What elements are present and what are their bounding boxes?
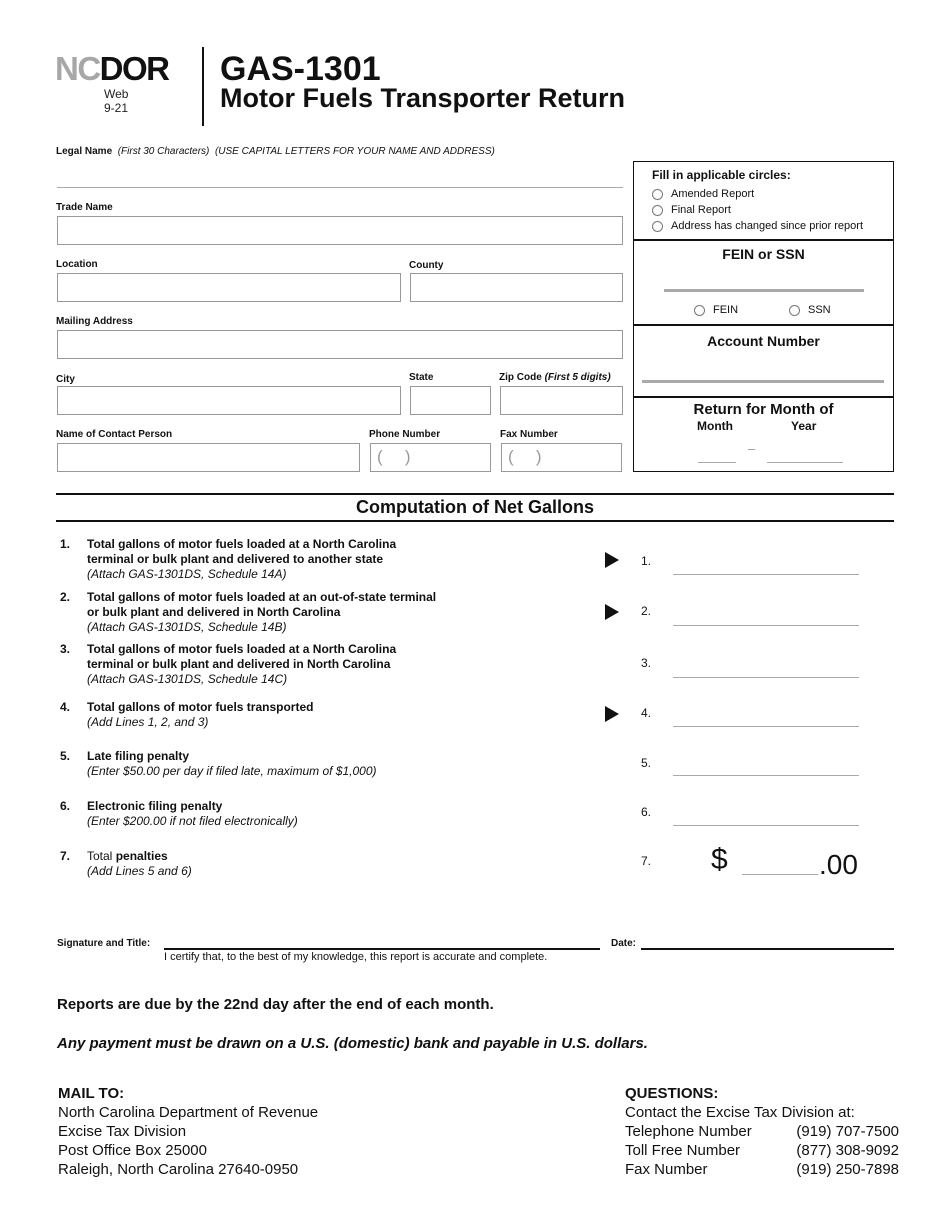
- phone-label: Phone Number: [369, 429, 441, 440]
- line-3-description: Total gallons of motor fuels loaded at a North Carolina terminal or bulk plant and delivered in North Carolina (Attach GAS-1301DS, Schedule 14C): [87, 642, 397, 686]
- mail-to-heading: MAIL TO:: [58, 1085, 125, 1102]
- legal-name-input[interactable]: [57, 182, 623, 188]
- payment-note: Any payment must be drawn on a U.S. (domestic) bank and payable in U.S. dollars.: [57, 1035, 648, 1052]
- month-label: Month: [697, 419, 733, 433]
- line-4-description: Total gallons of motor fuels transported (Add Lines 1, 2, and 3): [87, 700, 314, 729]
- date-input[interactable]: [641, 948, 894, 950]
- line-7-number: 7.: [60, 849, 71, 863]
- trade-name-input[interactable]: [57, 216, 623, 245]
- line-2-amount-input[interactable]: [673, 620, 859, 626]
- questions-block: QUESTIONS: Contact the Excise Tax Division at: Telephone Number (919) 707-7500 Toll Free Number (877) 308-9092 Fax Number (919) 250-7898: [625, 1085, 899, 1178]
- line-6-amount-input[interactable]: [673, 820, 859, 826]
- line-3-ref: 3.: [641, 656, 652, 670]
- line-4-amount-input[interactable]: [673, 721, 859, 727]
- mail-to-block: MAIL TO: North Carolina Department of Revenue Excise Tax Division Post Office Box 25000 Raleigh, North Carolina 27640-0950: [58, 1085, 319, 1178]
- phone-input[interactable]: ( ): [370, 443, 491, 472]
- legal-name-label: Legal Name (First 30 Characters) (USE CAPITAL LETTERS FOR YOUR NAME AND ADDRESS): [56, 146, 495, 157]
- fax-input[interactable]: ( ): [501, 443, 622, 472]
- mailing-address-label: Mailing Address: [56, 316, 133, 327]
- signature-label: Signature and Title:: [57, 938, 151, 949]
- ssn-option[interactable]: SSN: [789, 302, 831, 318]
- fein-option[interactable]: FEIN: [694, 302, 738, 318]
- account-number-input[interactable]: [642, 377, 884, 383]
- mailing-address-input[interactable]: [57, 330, 623, 359]
- line-2-number: 2.: [60, 590, 71, 604]
- line-7-amount-input[interactable]: [742, 869, 818, 875]
- line-4-ref: 4.: [641, 706, 652, 720]
- ncdor-logo: NCDOR: [55, 50, 169, 87]
- fein-ssn-box: [633, 239, 894, 326]
- radio-circle-icon[interactable]: [789, 305, 800, 316]
- radio-circle-icon[interactable]: [652, 189, 663, 200]
- state-input[interactable]: [410, 386, 491, 415]
- amended-report-option[interactable]: Amended Report: [652, 186, 893, 202]
- line-4-number: 4.: [60, 700, 71, 714]
- line-1-ref: 1.: [641, 554, 652, 568]
- signature-input[interactable]: [164, 948, 600, 950]
- address-changed-option[interactable]: Address has changed since prior report: [652, 218, 893, 234]
- questions-heading: QUESTIONS:: [625, 1085, 719, 1102]
- city-label: City: [56, 374, 75, 385]
- line-5-amount-input[interactable]: [673, 770, 859, 776]
- fax-row: Fax Number (919) 250-7898: [625, 1161, 899, 1178]
- radio-circle-icon[interactable]: [652, 205, 663, 216]
- line-3-number: 3.: [60, 642, 71, 656]
- toll-free-row: Toll Free Number (877) 308-9092: [625, 1142, 899, 1159]
- return-month-box: [633, 396, 894, 472]
- county-label: County: [409, 260, 444, 271]
- logo-version: Web 9-21: [104, 87, 129, 115]
- section-rule-bottom: [56, 520, 894, 522]
- state-label: State: [409, 372, 434, 383]
- line-2-ref: 2.: [641, 604, 652, 618]
- header-divider: [202, 47, 204, 126]
- line-5-ref: 5.: [641, 756, 652, 770]
- phone-row: Telephone Number (919) 707-7500: [625, 1123, 899, 1140]
- location-label: Location: [56, 259, 98, 270]
- line-3-amount-input[interactable]: [673, 672, 859, 678]
- year-label: Year: [791, 419, 817, 433]
- dollar-sign: $: [711, 843, 728, 876]
- return-month-heading: Return for Month of: [693, 401, 834, 418]
- line-5-description: Late filing penalty (Enter $50.00 per day if filed late, maximum of $1,000): [87, 749, 377, 778]
- fax-label: Fax Number: [500, 429, 558, 440]
- line-6-ref: 6.: [641, 805, 652, 819]
- applicable-circles-box: [633, 161, 894, 241]
- city-input[interactable]: [57, 386, 401, 415]
- fein-ssn-input[interactable]: [664, 286, 864, 292]
- zip-input[interactable]: [500, 386, 623, 415]
- fein-ssn-heading: FEIN or SSN: [722, 246, 805, 262]
- play-arrow-icon: [605, 604, 619, 620]
- trade-name-label: Trade Name: [56, 202, 113, 213]
- certify-statement: I certify that, to the best of my knowledge, this report is accurate and complete.: [164, 951, 548, 963]
- account-number-heading: Account Number: [707, 333, 820, 349]
- play-arrow-icon: [605, 706, 619, 722]
- form-number: GAS-1301: [220, 50, 381, 88]
- radio-circle-icon[interactable]: [694, 305, 705, 316]
- play-arrow-icon: [605, 552, 619, 568]
- line-6-number: 6.: [60, 799, 71, 813]
- date-dash: –: [748, 441, 756, 456]
- line-7-description: Total penalties (Add Lines 5 and 6): [87, 849, 192, 878]
- county-input[interactable]: [410, 273, 623, 302]
- month-input[interactable]: [698, 457, 736, 463]
- section-rule-top: [56, 493, 894, 495]
- line-2-description: Total gallons of motor fuels loaded at an out-of-state terminal or bulk plant and delivered in North Carolina (Attach GAS-1301DS, Schedule 14B): [87, 590, 437, 634]
- account-number-box: [633, 324, 894, 398]
- date-label: Date:: [611, 938, 637, 949]
- cents-suffix: .00: [819, 849, 858, 880]
- line-1-description: Total gallons of motor fuels loaded at a North Carolina terminal or bulk plant and delivered to another state (Attach GAS-1301DS, Schedule 14A): [87, 537, 397, 581]
- computation-title: Computation of Net Gallons: [356, 497, 594, 517]
- contact-label: Name of Contact Person: [56, 429, 173, 440]
- location-input[interactable]: [57, 273, 401, 302]
- contact-input[interactable]: [57, 443, 360, 472]
- circles-heading: Fill in applicable circles:: [652, 168, 791, 182]
- due-date-note: Reports are due by the 22nd day after the end of each month.: [57, 996, 494, 1013]
- radio-circle-icon[interactable]: [652, 221, 663, 232]
- line-1-number: 1.: [60, 537, 71, 551]
- zip-label: Zip Code (First 5 digits): [499, 372, 611, 383]
- year-input[interactable]: [767, 457, 843, 463]
- line-7-ref: 7.: [641, 854, 652, 868]
- line-5-number: 5.: [60, 749, 71, 763]
- form-title: Motor Fuels Transporter Return: [220, 83, 626, 113]
- final-report-option[interactable]: Final Report: [652, 202, 893, 218]
- line-6-description: Electronic filing penalty (Enter $200.00 if not filed electronically): [87, 799, 298, 828]
- line-1-amount-input[interactable]: [673, 569, 859, 575]
